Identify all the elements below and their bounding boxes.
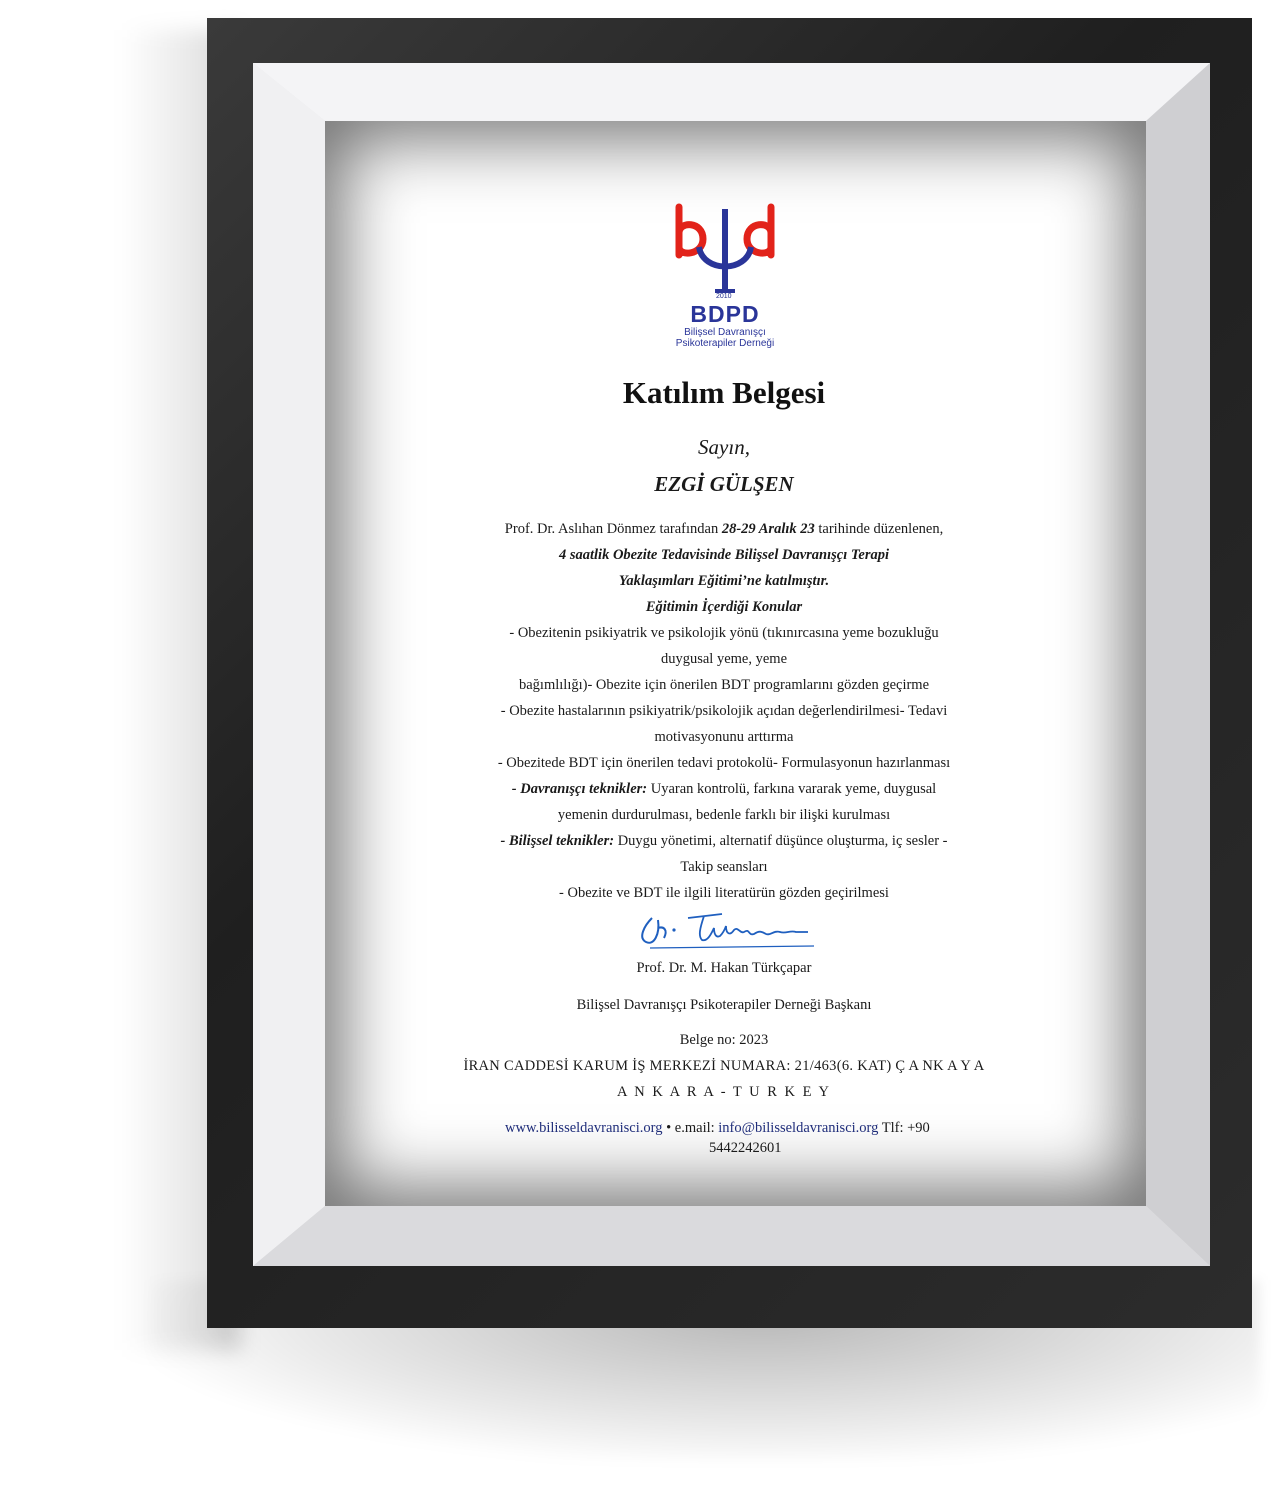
intro-prefix: Prof. Dr. Aslıhan Dönmez tarafından xyxy=(504,521,719,537)
intro-line xyxy=(437,516,1011,542)
topic-2-line1: - Obezite hastalarının psikiyatrik/psikolojik açıdan değerlendirilmesi- Tedavi xyxy=(500,703,948,719)
certificate-body xyxy=(437,516,1011,906)
email-label: • e.mail: xyxy=(666,1120,715,1136)
certificate xyxy=(325,121,1146,1206)
course-line2: Yaklaşımları Eğitimi’ne katılmıştır. xyxy=(618,573,830,589)
bdpd-logo xyxy=(669,203,781,353)
topics-heading: Eğitimin İçerdiği Konular xyxy=(645,599,803,615)
topic-4-text: Uyaran kontrolü, farkına vararak yeme, duygusal xyxy=(650,781,937,797)
certificate-title: Katılım Belgesi xyxy=(622,375,826,410)
salutation: Sayın, xyxy=(698,435,750,459)
phone-label: Tlf: +90 xyxy=(881,1120,930,1136)
topic-6: - Obezite ve BDT ile ilgili literatürün gözden geçirilmesi xyxy=(559,885,889,901)
topic-5-line2: Takip seansları xyxy=(680,859,768,875)
intro-date: 28-29 Aralık 23 xyxy=(721,521,815,537)
recipient-name: EZGİ GÜLŞEN xyxy=(654,472,794,496)
logo-title: BDPD xyxy=(690,301,760,327)
topic-1-line2: duygusal yeme, yeme xyxy=(660,651,788,667)
logo-subtitle-line1: Bilişsel Davranışçı xyxy=(684,327,766,338)
phone-number: 5442242601 xyxy=(709,1140,782,1156)
topic-1-line1: - Obezitenin psikiyatrik ve psikolojik yönü (tıkınırcasına yeme bozukluğu xyxy=(509,625,939,641)
course-line1: 4 saatlik Obezite Tedavisinde Bilişsel Davranışçı Terapi xyxy=(558,547,889,563)
topic-1-line3: bağımlılığı)- Obezite için önerilen BDT programlarını gözden geçirme xyxy=(518,677,930,693)
topic-5-line1 xyxy=(437,828,1011,854)
topic-4-line1 xyxy=(437,776,1011,802)
website-link[interactable]: www.bilisseldavranisci.org xyxy=(505,1120,663,1136)
topic-5-label: - Bilişsel teknikler: xyxy=(500,833,615,849)
logo-year: 2010 xyxy=(716,293,732,300)
topic-3: - Obezitede BDT için önerilen tedavi protokolü- Formulasyonun hazırlanması xyxy=(497,755,951,771)
document-number: Belge no: 2023 xyxy=(679,1032,769,1048)
contact-info xyxy=(505,1118,1005,1158)
topic-2-line2: motivasyonunu arttırma xyxy=(654,729,794,745)
psi-logo-icon xyxy=(669,203,781,303)
topic-4-line2: yemenin durdurulması, bedenle farklı bir ilişki kurulması xyxy=(557,807,891,823)
signer-name: Prof. Dr. M. Hakan Türkçapar xyxy=(636,960,812,976)
logo-subtitle-line2: Psikoterapiler Derneği xyxy=(675,338,775,349)
intro-suffix: tarihinde düzenlenen, xyxy=(818,521,944,537)
address-line1: İRAN CADDESİ KARUM İŞ MERKEZİ NUMARA: 21/463(6. KAT) Ç A NK A Y A xyxy=(463,1058,985,1074)
handwritten-signature xyxy=(630,904,820,954)
address-line2: A N K A R A - T U R K E Y xyxy=(616,1084,832,1100)
topic-4-label: - Davranışçı teknikler: xyxy=(511,781,648,797)
email-link[interactable]: info@bilisseldavranisci.org xyxy=(718,1120,879,1136)
signer-role: Bilişsel Davranışçı Psikoterapiler Derneği Başkanı xyxy=(576,997,872,1013)
topic-5-text: Duygu yönetimi, alternatif düşünce oluşturma, iç sesler - xyxy=(617,833,948,849)
